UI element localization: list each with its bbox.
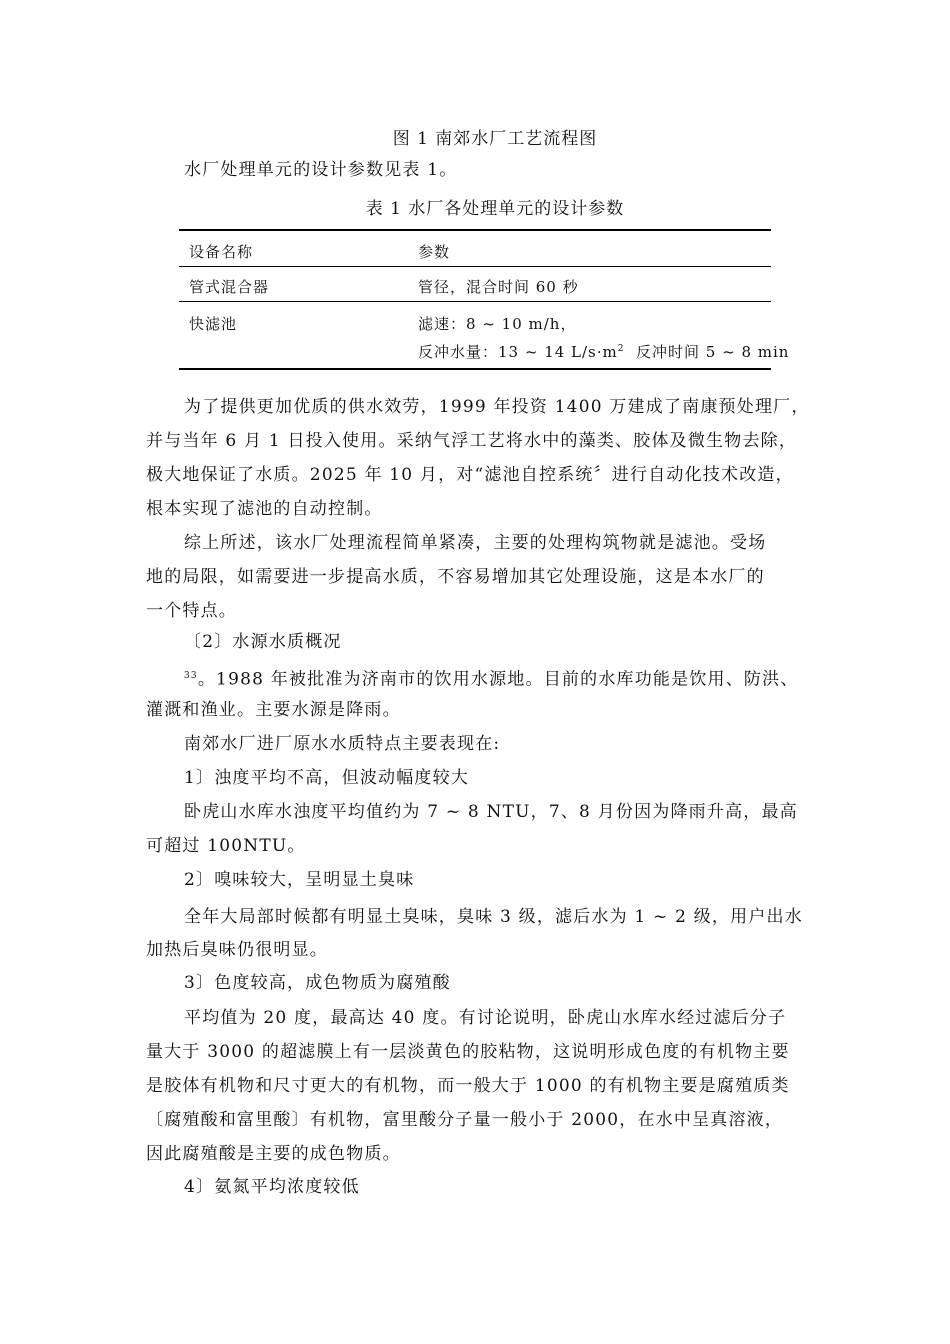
paragraph-line: 综上所述，该水厂处理流程简单紧凑，主要的处理构筑物就是滤池。受场 bbox=[184, 533, 767, 553]
list-item-heading: 3〕色度较高，成色物质为腐殖酸 bbox=[184, 973, 451, 993]
table-row-filter-param-2: 反冲水量：13 ~ 14 $L/s\cdot m^2$ 反冲时间 5 ~ 8 min bbox=[418, 343, 790, 361]
table-header-name: 设备名称 bbox=[189, 243, 254, 261]
list-item-heading: 1〕浊度平均不高，但波动幅度较大 bbox=[184, 768, 470, 788]
paragraph-line: 可超过 100NTU。 bbox=[146, 836, 306, 856]
paragraph-line: 为了提供更加优质的供水效劳，1999 年投资 1400 万建成了南康预处理厂， bbox=[184, 397, 810, 417]
paragraph-line: 一个特点。 bbox=[146, 601, 237, 621]
paragraph-line: 是胶体有机物和尺寸更大的有机物，而一般大于 1000 的有机物主要是腐殖质类 bbox=[146, 1076, 790, 1096]
paragraph-line: 因此腐殖酸是主要的成色物质。 bbox=[146, 1144, 401, 1164]
paragraph-line: 卧虎山水库水浊度平均值约为 7 ~ 8 NTU，7、8 月份因为降雨升高，最高 bbox=[184, 802, 798, 822]
paragraph-line: 平均值为 20 度，最高达 40 度。有讨论说明，卧虎山水库水经过滤后分子 bbox=[184, 1008, 787, 1028]
paragraph-line: 量大于 3000 的超滤膜上有一层淡黄色的胶粘物，这说明形成色度的有机物主要 bbox=[146, 1042, 790, 1062]
table-row-filter-param-1: 滤速：8 ~ 10 m/h， bbox=[418, 315, 577, 333]
table-row-filter-name: 快滤池 bbox=[189, 315, 238, 333]
table-top-rule bbox=[179, 229, 771, 231]
list-item-heading: 2〕嗅味较大，呈明显土臭味 bbox=[184, 870, 415, 890]
table-row-mixer-name: 管式混合器 bbox=[189, 278, 270, 296]
figure-caption: 图 1 南郊水厂工艺流程图 bbox=[392, 129, 598, 149]
paragraph-line: 全年大局部时候都有明显土臭味，臭味 3 级，滤后水为 1 ~ 2 级，用户出水 bbox=[184, 907, 803, 927]
table-bottom-rule bbox=[179, 368, 771, 370]
list-item-heading: 4〕氨氮平均浓度较低 bbox=[184, 1177, 360, 1197]
table-header-rule bbox=[179, 266, 771, 267]
table-row-rule bbox=[179, 301, 771, 302]
paragraph-line: 南郊水厂进厂原水水质特点主要表现在: bbox=[184, 734, 501, 754]
paragraph-line: 加热后臭味仍很明显。 bbox=[146, 940, 328, 960]
paragraph-line: 〔腐殖酸和富里酸〕有机物，富里酸分子量一般小于 2000，在水中呈真溶液， bbox=[146, 1110, 784, 1130]
paragraph-line: 极大地保证了水质。2025 年 10 月，对“滤池自控系统〞进行自动化技术改造， bbox=[146, 465, 794, 485]
section-heading: 〔2〕水源水质概况 bbox=[184, 632, 342, 652]
paragraph-line: 地的局限，如需要进一步提高水质，不容易增加其它处理设施，这是本水厂的 bbox=[146, 567, 765, 587]
intro-line: 水厂处理单元的设计参数见表 1。 bbox=[184, 160, 458, 180]
paragraph-line: $^{33}$。1988 年被批准为济南市的饮用水源地。目前的水库功能是饮用、防洪、 bbox=[184, 669, 799, 690]
paragraph-line: 灌溉和渔业。主要水源是降雨。 bbox=[146, 700, 401, 720]
paragraph-line: 并与当年 6 月 1 日投入使用。采纳气浮工艺将水中的藻类、胶体及微生物去除， bbox=[146, 431, 798, 451]
table-caption: 表 1 水厂各处理单元的设计参数 bbox=[365, 199, 625, 219]
paragraph-line: 根本实现了滤池的自动控制。 bbox=[146, 499, 383, 519]
table-row-mixer-param: 管径，混合时间 60 秒 bbox=[418, 278, 579, 296]
table-header-param: 参数 bbox=[418, 243, 451, 261]
